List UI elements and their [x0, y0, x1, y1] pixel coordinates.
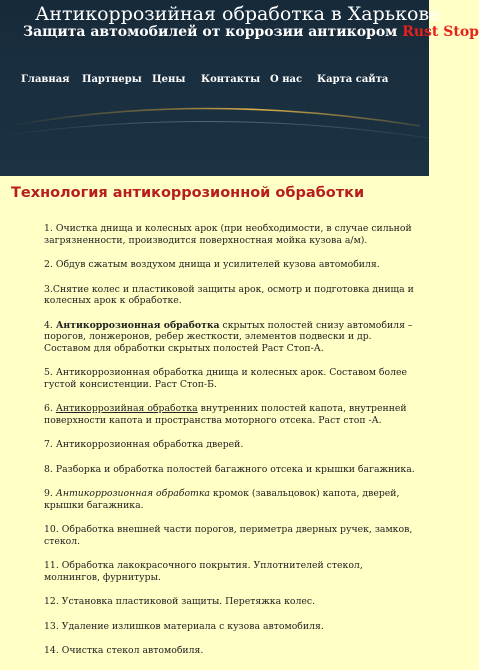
list-item: 8. Разборка и обработка полостей багажного отсека и крышки багажника.: [44, 463, 415, 475]
nav-home[interactable]: Главная: [21, 74, 70, 85]
step-emphasis: Антикоррозионная обработка: [55, 319, 220, 331]
list-item: 5. Антикоррозионная обработка днища и колесных арок. Составом более густой консистенции. Раст Стоп-Б.: [44, 367, 408, 390]
list-item: 10. Обработка внешней части порогов, периметра дверных ручек, замков, стекол.: [44, 524, 413, 547]
step-rest: внутренних полостей капота, внутренней поверхности капота и пространства моторного отсека. Раст стоп -А.: [44, 403, 407, 426]
list-item: 3.Снятие колес и пластиковой защиты арок, осмотр и подготовка днища и колесных арок к обработке.: [44, 283, 414, 306]
site-subtitle-text: Защита автомобилей от коррозии антикором: [23, 24, 398, 40]
step-rest: кромок (завальцовок) капота, дверей, крышки багажника.: [44, 488, 400, 511]
site-subtitle: [23, 24, 479, 41]
list-item: 13. Удаление излишков материала с кузова автомобиля.: [44, 620, 324, 632]
site-title: Антикоррозийная обработка в Харькове: [35, 3, 441, 25]
nav-prices[interactable]: Цены: [152, 74, 186, 85]
nav-partners[interactable]: Партнеры: [82, 74, 142, 85]
nav-sitemap[interactable]: Карта сайта: [317, 74, 389, 85]
steps-list: [44, 223, 421, 670]
step-emphasis: Антикоррозионная обработка: [55, 488, 210, 499]
step-prefix: 4.: [44, 319, 56, 331]
brand-name: Rust Stop: [402, 24, 479, 40]
nav-contacts[interactable]: Контакты: [201, 74, 261, 85]
step-prefix: 9.: [44, 488, 56, 499]
list-item: [44, 488, 421, 511]
site-header: [0, 0, 479, 176]
list-item: 14. Очистка стекол автомобиля.: [44, 645, 204, 656]
step-prefix: 6.: [44, 403, 56, 414]
list-item: 12. Установка пластиковой защиты. Перетяжка колес.: [44, 596, 316, 607]
list-item: [44, 403, 421, 426]
list-item: [44, 320, 421, 355]
list-item: 2. Обдув сжатым воздухом днища и усилителей кузова автомобиля.: [44, 259, 380, 270]
list-item: 1. Очистка днища и колесных арок (при необходимости, в случае сильной загрязненности, производится поверхностная мойка кузова а/м).: [44, 223, 412, 246]
list-item: 11. Обработка лакокрасочного покрытия. Уплотнителей стекол, молнингов, фурнитуры.: [44, 560, 363, 583]
step-rest: скрытых полостей снизу автомобиля – порогов, лонжеронов, ребер жесткости, элементов подвески и др. Составом для обработки скрытых полостей Раст Стоп-А.: [44, 319, 413, 354]
header-swoosh-decoration: [0, 86, 429, 176]
section-title: Технология антикоррозионной обработки: [11, 185, 365, 201]
list-item: 7. Антикоррозионная обработка дверей.: [44, 439, 244, 450]
nav-about[interactable]: О нас: [270, 74, 303, 85]
step-link[interactable]: Антикоррозийная обработка: [55, 403, 198, 414]
